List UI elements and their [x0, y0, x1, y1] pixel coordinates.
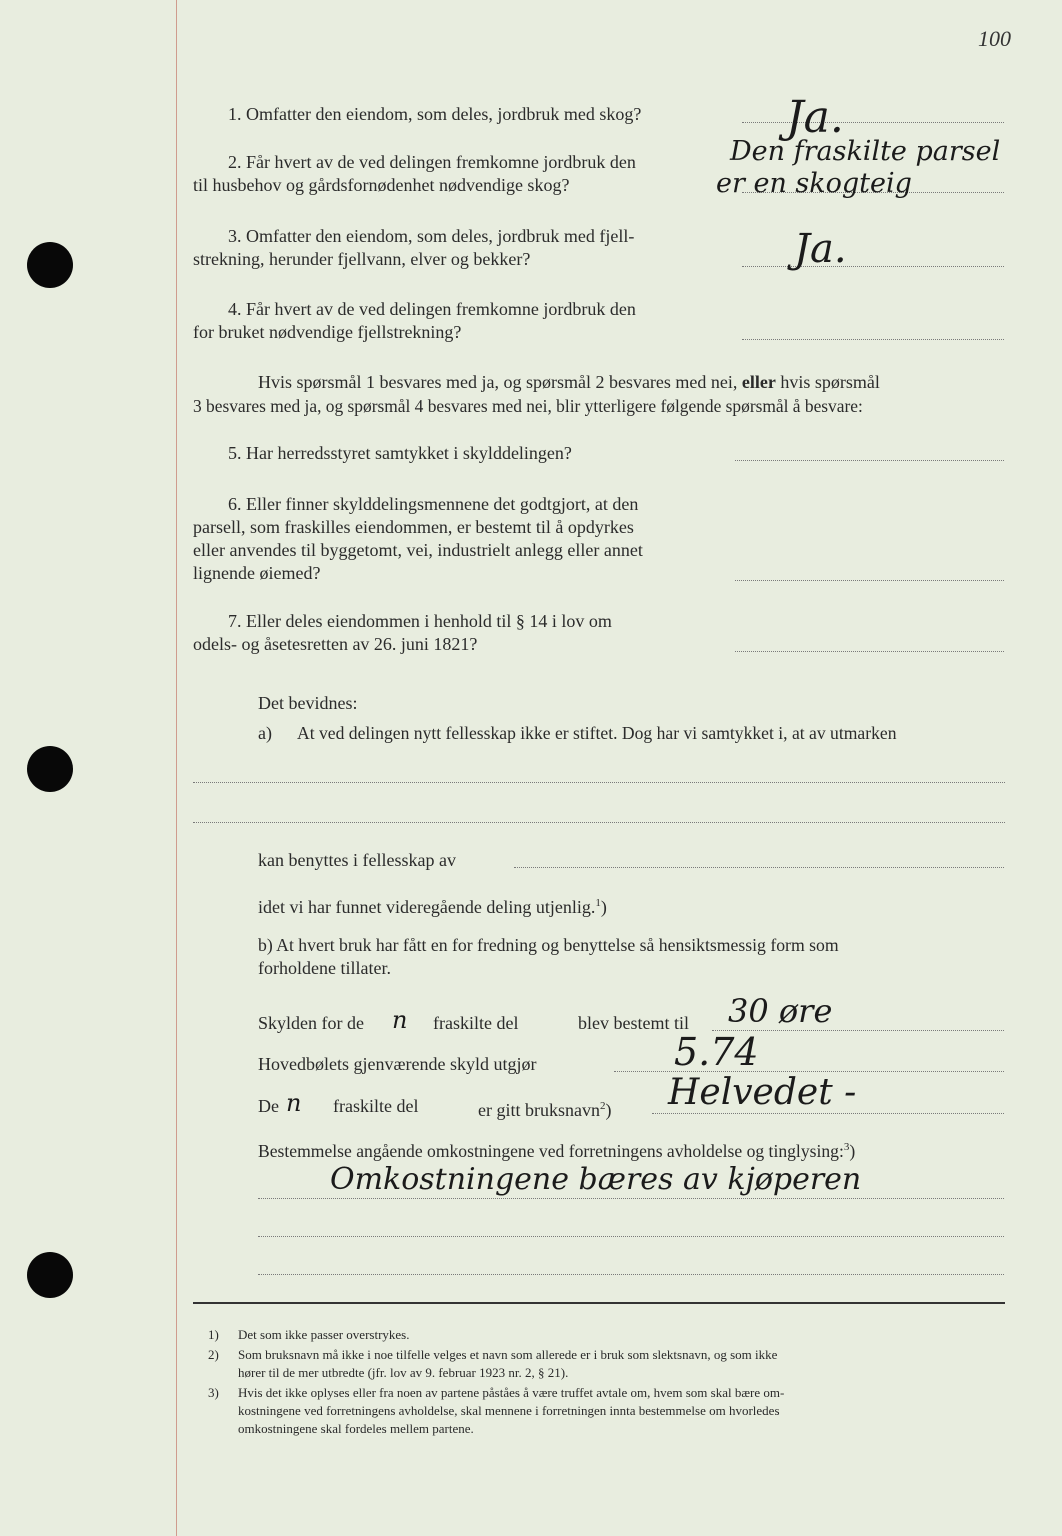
- name-middle: fraskilte del: [333, 1096, 419, 1116]
- shared-use-label: kan benyttes i fellesskap av: [258, 850, 456, 870]
- name-suffix: [478, 1095, 611, 1122]
- answer-line: [735, 460, 1004, 461]
- handwritten-remaining-value: 5.74: [674, 1030, 759, 1074]
- handwritten-answer-3: Ja.: [794, 226, 847, 272]
- footnote-3-line-1: Hvis det ikke oplyses eller fra noen av partene påståes å være truffet avtale om, hvem som skal bære om-: [238, 1385, 785, 1400]
- handwritten-n: n: [286, 1089, 302, 1117]
- name-prefix: De: [258, 1096, 279, 1116]
- remaining-label: Hovedbølets gjenværende skyld utgjør: [258, 1054, 537, 1074]
- skyld-prefix: Skylden for de: [258, 1013, 364, 1033]
- question-7-line-2: odels- og åsetesretten av 26. juni 1821?: [193, 634, 478, 654]
- further-division-label: idet vi har funnet videregående deling utjenlig.: [258, 897, 596, 917]
- handwritten-cost-value: Omkostningene bæres av kjøperen: [330, 1162, 862, 1197]
- question-4-line-1: 4. Får hvert av de ved delingen fremkomne jordbruk den: [228, 299, 636, 319]
- handwritten-answer-2-line-1: Den fraskilte parsel: [730, 136, 1001, 167]
- blank-line: [258, 1236, 1004, 1237]
- question-6-line-3: eller anvendes til byggetomt, vei, industrielt anlegg eller annet: [193, 540, 643, 560]
- name-suffix-end: ): [605, 1100, 612, 1120]
- blank-line: [514, 867, 1004, 868]
- further-division-text: idet vi har funnet videregående deling utjenlig.$^1$): [258, 897, 607, 917]
- question-1: 1. Omfatter den eiendom, som deles, jordbruk med skog?: [228, 104, 642, 124]
- punch-hole: [27, 746, 73, 792]
- answer-line: [735, 651, 1004, 652]
- blank-line: [193, 822, 1005, 823]
- question-5: 5. Har herredsstyret samtykket i skylddelingen?: [228, 443, 572, 463]
- answer-line: [742, 266, 1004, 267]
- answer-line: [742, 122, 1004, 123]
- footnote-2-line-2: hører til de mer utbredte (jfr. lov av 9. februar 1923 nr. 2, § 21).: [238, 1365, 569, 1380]
- conditional-bold: eller: [741, 372, 776, 392]
- blank-line: [258, 1274, 1004, 1275]
- question-6-line-2: parsell, som fraskilles eiendommen, er bestemt til å opdyrkes: [193, 517, 634, 537]
- findings-b-line-1: b) At hvert bruk har fått en for fredning og benyttelse så hensiktsmessig form som: [258, 935, 839, 955]
- conditional-line-2: 3 besvares med ja, og spørsmål 4 besvares med nei, blir ytterligere følgende spørsmål å besvare:: [193, 396, 863, 416]
- footnote-ref: 2: [599, 1100, 606, 1112]
- answer-line: [652, 1113, 1004, 1114]
- footnote-number: 1): [208, 1327, 219, 1342]
- footnote-3-line-3: omkostningene skal fordeles mellem partene.: [238, 1421, 474, 1436]
- conditional-line-1: [258, 371, 880, 394]
- answer-line: [735, 580, 1004, 581]
- cost-label-text: Bestemmelse angående omkostningene ved forretningens avholdelse og tinglysing:: [258, 1140, 844, 1161]
- handwritten-answer-2-line-2: er en skogteig: [716, 168, 912, 199]
- handwritten-skyld-value: 30 øre: [728, 992, 833, 1030]
- footnote-1: Det som ikke passer overstrykes.: [238, 1327, 410, 1342]
- name-suffix-text: er gitt bruksnavn: [478, 1100, 600, 1120]
- skyld-suffix: blev bestemt til: [578, 1013, 689, 1033]
- conditional-text: Hvis spørsmål 1 besvares med ja, og spørsmål 2 besvares med nei,: [258, 372, 738, 392]
- findings-heading: Det bevidnes:: [258, 693, 358, 713]
- answer-line: [742, 339, 1004, 340]
- skyld-middle: fraskilte del: [433, 1013, 519, 1033]
- footnote-2-line-1: Som bruksnavn må ikke i noe tilfelle velges et navn som allerede er i bruk som slektsnavn, og som ikke: [238, 1347, 778, 1362]
- findings-b-line-2: forholdene tillater.: [258, 958, 391, 978]
- question-7-line-1: 7. Eller deles eiendommen i henhold til § 14 i lov om: [228, 611, 612, 631]
- footnote-rule: [193, 1302, 1005, 1304]
- conditional-text: hvis spørsmål: [780, 372, 880, 392]
- footnote-3-line-2: kostningene ved forretningens avholdelse, skal mennene i forretningen innta bestemmelse om hvorledes: [238, 1403, 780, 1418]
- footnote-ref: 1: [595, 897, 601, 909]
- blank-line: [193, 782, 1005, 783]
- punch-hole: [27, 242, 73, 288]
- question-4-line-2: for bruket nødvendige fjellstrekning?: [193, 322, 462, 342]
- page-number: 100: [978, 26, 1011, 51]
- margin-line: [176, 0, 177, 1536]
- question-6-line-4: lignende øiemed?: [193, 563, 321, 583]
- footnote-number: 2): [208, 1347, 219, 1362]
- question-6-line-1: 6. Eller finner skylddelingsmennene det godtgjort, at den: [228, 494, 639, 514]
- cost-label: Bestemmelse angående omkostningene ved forretningens avholdelse og tinglysing:$^3$): [258, 1140, 856, 1161]
- findings-a-label: a): [258, 723, 272, 743]
- question-3-line-2: strekning, herunder fjellvann, elver og bekker?: [193, 249, 531, 269]
- findings-a-text: At ved delingen nytt fellesskap ikke er stiftet. Dog har vi samtykket i, at av utmarken: [297, 723, 897, 743]
- footnote-ref: 3: [843, 1141, 850, 1153]
- handwritten-n: n: [392, 1006, 408, 1034]
- punch-hole: [27, 1252, 73, 1298]
- handwritten-name-value: Helvedet -: [668, 1072, 857, 1113]
- answer-line: [258, 1198, 1004, 1199]
- question-3-line-1: 3. Omfatter den eiendom, som deles, jordbruk med fjell-: [228, 226, 635, 246]
- question-2-line-1: 2. Får hvert av de ved delingen fremkomne jordbruk den: [228, 152, 636, 172]
- handwritten-answer-1: Ja.: [786, 92, 844, 143]
- footnote-number: 3): [208, 1385, 219, 1400]
- question-2-line-2: til husbehov og gårdsfornødenhet nødvendige skog?: [193, 175, 570, 195]
